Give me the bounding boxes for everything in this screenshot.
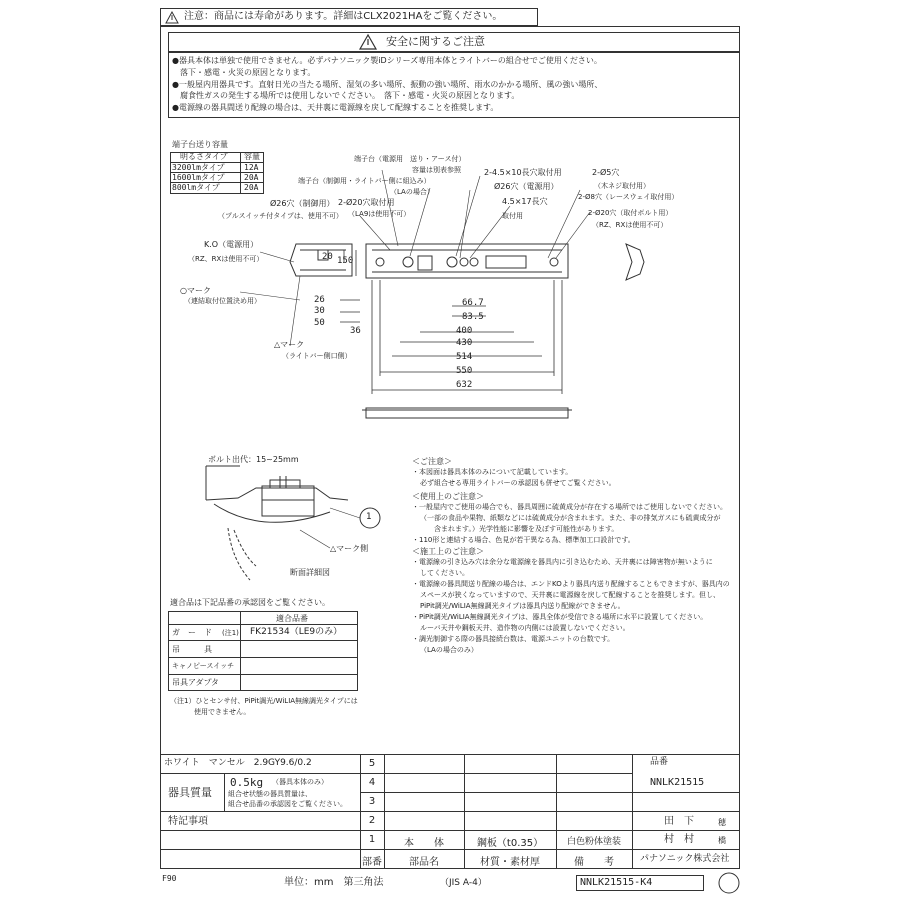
note-line: （LAの場合のみ）: [420, 646, 478, 654]
label-o-mark-desc: （連結取付位置決め用）: [184, 297, 261, 305]
capacity-header-type: 明るさタイプ: [180, 152, 228, 161]
capacity-row: 1600lmタイプ: [172, 173, 225, 182]
footer-jis: （JIS A-4）: [440, 878, 487, 888]
label-hole20-2: 2-Ø20穴取付用: [338, 198, 395, 207]
capacity-title: 端子台送り容量: [172, 140, 228, 149]
label-terminal-ctrl: 端子台（制御用・ライトバー側に組込み）: [298, 177, 431, 185]
label-rz-rx: （RZ、RXは使用不可）: [592, 221, 668, 229]
label-delta-desc: （ライトバー側口側）: [282, 352, 352, 360]
dim-30: 30: [314, 306, 325, 316]
row-num: 2: [368, 815, 376, 826]
part-number: NNLK21515: [650, 777, 705, 788]
note-line: ＜使用上のご注意＞: [412, 492, 484, 501]
row-num: 1: [368, 834, 376, 845]
signature-mark-2: 橋: [718, 836, 726, 845]
label-slot-45x17: 4.5×17長穴: [502, 197, 548, 206]
dim-20: 20: [322, 252, 333, 262]
footer-code: F90: [162, 874, 177, 883]
part-material: 鋼板（t0.35）: [476, 838, 544, 849]
label-ko-power: K.O（電源用）: [204, 240, 259, 249]
dim-36: 36: [350, 326, 361, 336]
header-name: 部品名: [409, 857, 439, 868]
label-la-case: （LAの場合）: [390, 188, 434, 196]
label-rz-rx2: （RZ、RXは使用不可）: [188, 255, 264, 263]
special-label: 特記事項: [168, 816, 208, 827]
compat-footnote-2: 使用できません。: [194, 708, 251, 716]
row-num: 5: [368, 758, 376, 769]
note-line: ＜施工上のご注意＞: [412, 547, 484, 556]
label-pull-switch: （プルスイッチ付タイプは、使用不可）: [218, 212, 343, 220]
safety-line-5: ●電源線の器具間送り配線の場合は、天井裏に電源線を戻して配線することを推奨します。: [172, 103, 499, 112]
header-material: 材質・素材厚: [480, 857, 540, 868]
note-line: ・電源線の器具間送り配線の場合は、エンドKOより器具内送り配線することもできますが、器具内の: [412, 580, 730, 588]
note-line: ＜ご注意＞: [412, 457, 452, 466]
part-number-label: 品番: [650, 757, 669, 767]
row-num: 3: [368, 796, 376, 807]
compat-row-label: 吊 具: [172, 645, 212, 654]
drawing-number: NNLK21515-K4: [580, 877, 653, 888]
label-terminal-power: 端子台（電源用 送り・アース付）: [354, 155, 466, 163]
label-capacity-ref: 容量は別表参照: [412, 166, 461, 174]
note-line: ルーバ天井や鋼板天井、造作物の内側には設置しないでください。: [420, 624, 630, 632]
dim-550: 550: [456, 366, 473, 376]
note-line: ・調光制御する際の器具接続台数は、電源ユニットの台数です。: [412, 635, 615, 643]
note-line: スペースが狭くなっていますので、天井裏に電源線を戻して配線することを推奨します。但し、: [420, 591, 720, 599]
mass-unit: （器具本体のみ）: [272, 778, 328, 786]
label-wood-screw: （木ネジ取付用）: [594, 182, 650, 190]
mass-note-2: 組合せ品番の承認図をご覧ください。: [228, 800, 347, 808]
note-line: してください。: [420, 569, 469, 577]
compat-intro: 適合品は下記品番の承認図をご覧ください。: [170, 598, 330, 607]
header-no: 部番: [362, 857, 382, 868]
mass-value: 0.5kg: [230, 776, 264, 789]
safety-line-3: ●一般屋内用器具です。直射日光の当たる場所、湿気の多い場所、振動の強い場所、雨水のかかる場所、風の強い場所、: [172, 80, 603, 89]
part-finish: 白色粉体塗装: [566, 837, 621, 847]
dim-430: 430: [456, 338, 473, 348]
label-hole-2-5: 2-Ø5穴: [592, 168, 620, 177]
dim-83-5: 83.5: [462, 312, 484, 322]
label-delta-mark: △マーク: [274, 340, 305, 349]
safety-line-1: ●器具本体は単独で使用できません。必ずパナソニック製iDシリーズ専用本体とライトバーの組合せでご使用ください。: [172, 56, 602, 65]
capacity-header-cap: 容量: [244, 152, 260, 161]
note-line: PiPit調光/WiLIA無線調光タイプは器具内送り配線ができません。: [420, 602, 625, 610]
signature-2: 村 村: [664, 834, 694, 845]
note-line: 必ず組合せる専用ライトバーの承認図も併せてご覧ください。: [420, 479, 616, 487]
label-o-mark: ○マーク: [180, 286, 211, 295]
compat-row-label: ガ ー ド: [172, 628, 212, 637]
section-delta-side: △マーク側: [330, 544, 369, 553]
note-line: ・110形と連結する場合、色見が若干異なる為、標準加工口設計です。: [412, 536, 635, 544]
section-callout-num: 1: [366, 512, 372, 522]
dim-514: 514: [456, 352, 473, 362]
capacity-row: 800lmタイプ: [172, 183, 220, 192]
note-line: （一部の食品や果物、紙類などには硫黄成分が含まれます。また、非の排気ガスにも硫黄成分が: [420, 514, 721, 522]
company-name: パナソニック株式会社: [640, 854, 730, 864]
safety-line-2: 落下・感電・火災の原因となります。: [180, 68, 316, 77]
title-block-top: [160, 754, 740, 755]
compat-row-label: 吊具アダプタ: [172, 678, 219, 687]
compat-row-value: FK21534（LE9のみ）: [250, 627, 343, 637]
label-slot-2-45x10: 2-4.5×10長穴取付用: [484, 168, 562, 177]
label-race-way: 2-Ø8穴（レースウェイ取付用）: [578, 193, 679, 201]
mass-label: 器具質量: [168, 786, 212, 799]
dim-66-7: 66.7: [462, 298, 484, 308]
label-mount: 取付用: [502, 212, 523, 220]
dim-150: 150: [337, 256, 354, 266]
label-le9: （LA9は使用不可）: [348, 210, 411, 218]
mass-note-1: 組合せ状態の器具質量は、: [228, 790, 312, 798]
header-remarks: 備 考: [574, 857, 614, 868]
compat-row-note: (注1): [222, 629, 239, 637]
safety-title: 安全に関するご注意: [386, 35, 485, 48]
compat-header: 適合品番: [276, 614, 308, 623]
label-hole20-bolt: 2-Ø20穴（取付ボルト用）: [588, 209, 673, 217]
capacity-row: 20A: [244, 183, 259, 192]
note-line: ・PiPit調光/WiLIA無線調光タイプは、器具全体が受信できる場所に水平に設置してください。: [412, 613, 708, 621]
compat-footnote-1: （注1）ひとセンサ付、PiPit調光/WiLIA無線調光タイプには: [170, 697, 358, 705]
compat-row-label: キャノピースイッチ: [172, 662, 235, 670]
dim-632: 632: [456, 380, 473, 390]
color-spec: ホワイト マンセル 2.9GY9.6/0.2: [164, 758, 312, 768]
label-hole26-power: Ø26穴（電源用）: [494, 182, 559, 191]
note-line: ・本図面は器具本体のみについて記載しています。: [412, 468, 573, 476]
label-hole26-ctrl: Ø26穴（制御用）: [270, 199, 335, 208]
dim-400: 400: [456, 326, 473, 336]
notes-block: [412, 457, 732, 657]
section-caption: 断面詳細図: [290, 568, 330, 577]
capacity-row: 3200lmタイプ: [172, 163, 225, 172]
note-line: ・一般屋内でご使用の場合でも、器具周囲に硫黄成分が存在する場所ではご使用しないでください。: [412, 503, 727, 511]
dim-26: 26: [314, 295, 325, 305]
footer-unit: 単位：mm 第三角法: [284, 877, 384, 888]
signature-1: 田 下: [664, 816, 694, 827]
capacity-row: 12A: [244, 163, 259, 172]
row-num: 4: [368, 777, 376, 788]
part-name: 本 体: [404, 838, 444, 849]
top-notice-text: 注意：商品には寿命があります。詳細はCLX2021HAをご覧ください。: [184, 11, 503, 22]
signature-mark-1: 穂: [718, 818, 726, 827]
section-bolt-label: ボルト出代：15~25mm: [208, 455, 299, 464]
safety-line-4: 腐食性ガスの発生する場所では使用しないでください。 落下・感電・火災の原因となります。: [180, 91, 520, 100]
capacity-row: 20A: [244, 173, 259, 182]
note-line: 含まれます。）光学性能に影響を及ぼす可能性があります。: [434, 525, 619, 533]
note-line: ・電源線の引き込み穴は余分な電源線を器具内に引き込むため、天井裏には障害物が無いように: [412, 558, 713, 566]
dim-50: 50: [314, 318, 325, 328]
